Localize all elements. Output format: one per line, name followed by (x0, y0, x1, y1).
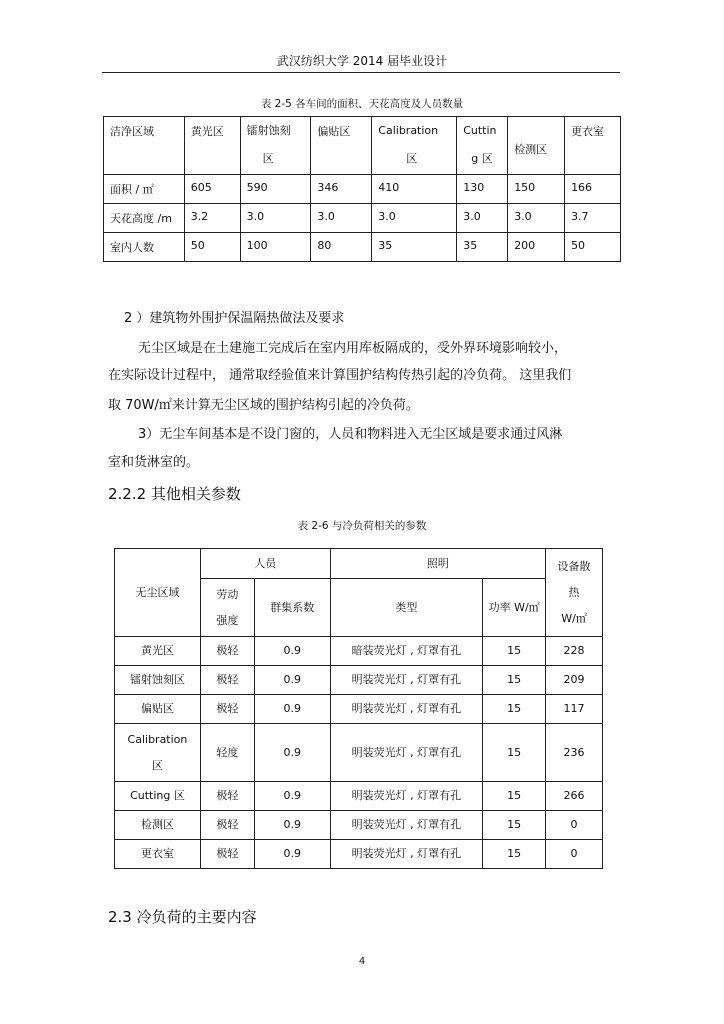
table-row (104, 204, 621, 233)
table-cell: 15 (483, 666, 546, 695)
table-cell: 3.7 (565, 204, 621, 233)
table-cell: 明装荧光灯 , 灯罩有孔 (330, 782, 483, 811)
table-header-cell: 功率 W/㎡ (483, 579, 546, 637)
table-cell: 室内人数 (104, 233, 185, 262)
table-cell: 605 (184, 175, 240, 204)
table-row (115, 782, 603, 811)
page-header: 武汉纺织大学 2014 届毕业设计 (276, 54, 448, 68)
section-heading-2-3: 2.3 冷负荷的主要内容 (108, 908, 257, 926)
table-header-cell: Cuttin g 区 (457, 117, 508, 175)
table-cell: 明装荧光灯 , 灯罩有孔 (330, 724, 483, 782)
table-cell: 15 (483, 695, 546, 724)
table-header-cell: 偏贴区 (311, 117, 372, 175)
paragraph-line: 无尘区域是在土建施工完成后在室内用库板隔成的，受外界环境影响较小， (138, 341, 568, 356)
table-cell: 更衣室 (115, 840, 201, 869)
table-cell: 228 (546, 637, 603, 666)
table-header-cell: 黄光区 (184, 117, 240, 175)
table-row (115, 666, 603, 695)
table-cell: 明装荧光灯 , 灯罩有孔 (330, 840, 483, 869)
table-cell: 3.0 (508, 204, 565, 233)
table-2-5-header-row (104, 117, 621, 175)
table-cell: 0.9 (254, 811, 330, 840)
table-row (104, 175, 621, 204)
list-item-3: 3）无尘车间基本是不设门窗的，人员和物料进入无尘区域是要求通过风淋 (138, 427, 563, 442)
table-cell: 0 (546, 840, 603, 869)
table-cell: 极轻 (200, 811, 254, 840)
table-row (115, 637, 603, 666)
table-header-cell: 无尘区域 (115, 549, 201, 637)
table-header-cell: 劳动 强度 (200, 579, 254, 637)
table-cell: 80 (311, 233, 372, 262)
table-cell: 590 (240, 175, 311, 204)
table-header-cell: Calibration 区 (372, 117, 457, 175)
section-heading-2-2-2: 2.2.2 其他相关参数 (108, 485, 241, 503)
table-row (115, 811, 603, 840)
table-cell: 轻度 (200, 724, 254, 782)
table-cell: 0.9 (254, 695, 330, 724)
table-cell: 50 (184, 233, 240, 262)
table-cell: 130 (457, 175, 508, 204)
table-cell: 209 (546, 666, 603, 695)
table-cell: 3.0 (457, 204, 508, 233)
table-cell: 偏贴区 (115, 695, 201, 724)
table-cell: 15 (483, 811, 546, 840)
table-2-6 (114, 548, 603, 869)
table-header-cell: 检测区 (508, 117, 565, 175)
table-cell: 117 (546, 695, 603, 724)
table-cell: 166 (565, 175, 621, 204)
table-cell: 明装荧光灯 , 灯罩有孔 (330, 811, 483, 840)
table-cell: 极轻 (200, 782, 254, 811)
paragraph-line: 取 70W/㎡来计算无尘区域的围护结构引起的冷负荷。 (108, 398, 419, 413)
table-cell: 3.0 (240, 204, 311, 233)
table-2-6-header-row (115, 549, 603, 579)
paragraph-line: 在实际设计过程中， 通常取经验值来计算围护结构传热引起的冷负荷。 这里我们 (108, 368, 572, 383)
header-rule (102, 72, 620, 73)
table-row (115, 840, 603, 869)
table-header-cell: 设备散 热 W/㎡ (546, 549, 603, 637)
table-cell: Cutting 区 (115, 782, 201, 811)
table-cell: 极轻 (200, 695, 254, 724)
table-cell: 346 (311, 175, 372, 204)
paragraph-line: 室和货淋室的。 (108, 455, 200, 470)
table-cell: 明装荧光灯 , 灯罩有孔 (330, 695, 483, 724)
table-row (115, 724, 603, 782)
table-cell: 0 (546, 811, 603, 840)
table-cell: 410 (372, 175, 457, 204)
table-cell: 35 (457, 233, 508, 262)
table-2-5-caption: 表 2-5 各车间的面积、天花高度及人员数量 (260, 98, 464, 110)
table-cell: 明装荧光灯 , 灯罩有孔 (330, 666, 483, 695)
table-cell: 50 (565, 233, 621, 262)
table-cell: 黄光区 (115, 637, 201, 666)
table-cell: 0.9 (254, 782, 330, 811)
table-cell: 15 (483, 840, 546, 869)
table-cell: 3.0 (311, 204, 372, 233)
table-row (104, 233, 621, 262)
table-header-cell: 类型 (330, 579, 483, 637)
table-cell: Calibration 区 (115, 724, 201, 782)
table-cell: 镭射蚀刻区 (115, 666, 201, 695)
table-cell: 266 (546, 782, 603, 811)
table-header-cell: 群集系数 (254, 579, 330, 637)
table-2-5 (103, 116, 621, 262)
table-cell: 200 (508, 233, 565, 262)
table-cell: 0.9 (254, 724, 330, 782)
table-cell: 暗装荧光灯 , 灯罩有孔 (330, 637, 483, 666)
table-row (115, 695, 603, 724)
table-header-cell: 镭射蚀刻 区 (240, 117, 311, 175)
table-cell: 3.2 (184, 204, 240, 233)
table-cell: 35 (372, 233, 457, 262)
table-cell: 0.9 (254, 637, 330, 666)
table-cell: 0.9 (254, 666, 330, 695)
table-header-cell: 洁净区域 (104, 117, 185, 175)
table-cell: 天花高度 /m (104, 204, 185, 233)
table-cell: 150 (508, 175, 565, 204)
page-number: 4 (358, 956, 366, 967)
table-header-cell: 更衣室 (565, 117, 621, 175)
table-cell: 236 (546, 724, 603, 782)
table-2-6-caption: 表 2-6 与冷负荷相关的参数 (297, 520, 427, 532)
table-cell: 极轻 (200, 637, 254, 666)
table-cell: 15 (483, 724, 546, 782)
table-cell: 15 (483, 782, 546, 811)
list-item-2: 2 ）建筑物外围护保温隔热做法及要求 (124, 311, 345, 326)
table-cell: 面积 / ㎡ (104, 175, 185, 204)
table-cell: 检测区 (115, 811, 201, 840)
table-cell: 极轻 (200, 666, 254, 695)
table-cell: 15 (483, 637, 546, 666)
table-cell: 3.0 (372, 204, 457, 233)
table-cell: 极轻 (200, 840, 254, 869)
table-cell: 0.9 (254, 840, 330, 869)
table-header-cell: 照明 (330, 549, 545, 579)
table-header-cell: 人员 (200, 549, 330, 579)
table-cell: 100 (240, 233, 311, 262)
